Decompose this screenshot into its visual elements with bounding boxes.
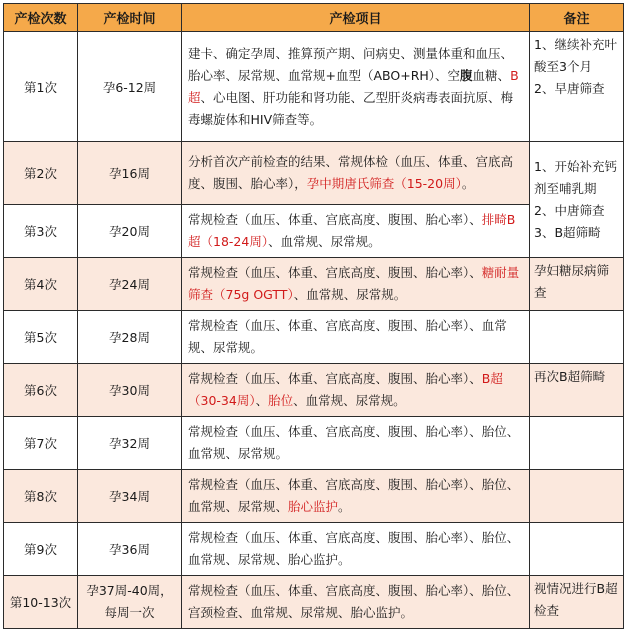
visit-time-cell: 孕16周 [78,142,182,205]
table-row [4,576,624,629]
table-row [4,470,624,523]
checkup-items-cell [182,523,530,576]
header-checkup-items: 产检项目 [182,4,530,32]
notes-cell: 孕妇糖尿病筛查 [530,258,624,311]
highlighted-item-text: 孕中期唐氏筛查（15-20周） [306,176,462,191]
visit-number-cell: 第3次 [4,205,78,258]
visit-number-cell: 第6次 [4,364,78,417]
item-text: 常规检查（血压、体重、宫底高度、腹围、胎心率）、 [188,212,482,227]
visit-time-cell: 孕32周 [78,417,182,470]
item-text: 、血常规、尿常规。 [293,393,406,408]
checkup-items-cell [182,364,530,417]
item-text: 。 [338,499,351,514]
item-text: 常规检查（血压、体重、宫底高度、腹围、胎心率）、胎位、血常规、尿常规、胎心监护。 [188,530,520,567]
prenatal-checkup-table [3,3,624,629]
item-text: 血糖、 [472,67,511,83]
item-text: 常规检查（血压、体重、宫底高度、腹围、胎心率）、胎位、宫颈检查、血常规、尿常规、胎心监护。 [188,583,520,620]
visit-number-cell: 第10-13次 [4,576,78,629]
item-text: 、 [255,393,269,408]
item-text: 、血常规、尿常规。 [268,234,381,249]
visit-time-cell: 孕30周 [78,364,182,417]
item-text: 常规检查（血压、体重、宫底高度、腹围、胎心率）、血常规、尿常规。 [188,318,507,355]
table-row [4,258,624,311]
checkup-items-cell [182,205,530,258]
visit-number-cell: 第9次 [4,523,78,576]
header-visit-number: 产检次数 [4,4,78,32]
table-row [4,311,624,364]
highlighted-item-text: 胎心监护 [288,499,339,514]
visit-time-cell: 孕37周-40周，每周一次 [78,576,182,629]
notes-cell: 视情况进行B超检查 [530,576,624,629]
item-text: 常规检查（血压、体重、宫底高度、腹围、胎心率）、 [188,371,482,386]
highlighted-item-text: B超（30-34周） [188,371,503,408]
visit-number-cell: 第7次 [4,417,78,470]
notes-cell [530,470,624,523]
header-notes: 备注 [530,4,624,32]
table-row [4,417,624,470]
checkup-items-cell [182,32,530,142]
visit-time-cell: 孕20周 [78,205,182,258]
item-text: 。 [461,176,475,191]
highlighted-item-text: 胎位 [268,393,294,408]
highlighted-item-text: B超 [188,67,519,105]
visit-number-cell: 第4次 [4,258,78,311]
checkup-items-cell [182,417,530,470]
visit-number-cell: 第1次 [4,32,78,142]
table-row [4,142,624,205]
notes-cell [530,523,624,576]
item-text: 、血常规、尿常规。 [293,287,407,302]
notes-cell [530,417,624,470]
header-row [4,4,624,32]
visit-time-cell: 孕6-12周 [78,32,182,142]
table-row [4,523,624,576]
checkup-items-cell [182,576,530,629]
item-text: 常规检查（血压、体重、宫底高度、腹围、胎心率）、胎位、血常规、尿常规、 [188,477,520,514]
checkup-items-cell [182,470,530,523]
notes-cell [530,311,624,364]
table-body [4,32,624,629]
header-visit-time: 产检时间 [78,4,182,32]
item-text: 建卡、确定孕周、推算预产期、问病史、测量体重和血压、胎心率、尿常规、血常规+血型（ABO+RH）、空 [188,45,514,83]
table-row [4,364,624,417]
visit-time-cell: 孕34周 [78,470,182,523]
item-text: 常规检查（血压、体重、宫底高度、腹围、胎心率）、 [188,265,482,280]
item-text: 分析首次产前检查的结果、常规体检（血压、体重、宫底高度、腹围、胎心率）， [188,154,514,191]
highlighted-item-text: 糖耐量筛查（75g OGTT） [188,265,520,302]
visit-time-cell: 孕28周 [78,311,182,364]
highlighted-item-text: 排畸B超（18-24周） [188,212,516,249]
visit-time-cell: 孕36周 [78,523,182,576]
item-text: 、心电图、肝功能和肾功能、乙型肝炎病毒表面抗原、梅毒螺旋体和HIV筛查等。 [188,89,514,127]
highlighted-item-text: 腹 [460,67,473,83]
notes-cell: 1、继续补充叶酸至3个月 2、早唐筛查 [530,32,624,142]
visit-number-cell: 第8次 [4,470,78,523]
visit-number-cell: 第5次 [4,311,78,364]
table-row [4,32,624,142]
item-text: 常规检查（血压、体重、宫底高度、腹围、胎心率）、胎位、血常规、尿常规。 [188,424,520,461]
visit-number-cell: 第2次 [4,142,78,205]
checkup-items-cell [182,311,530,364]
visit-time-cell: 孕24周 [78,258,182,311]
notes-cell: 1、开始补充钙剂至哺乳期 2、中唐筛查 3、B超筛畸 [530,142,624,258]
checkup-items-cell [182,142,530,205]
notes-cell: 再次B超筛畸 [530,364,624,417]
checkup-items-cell [182,258,530,311]
